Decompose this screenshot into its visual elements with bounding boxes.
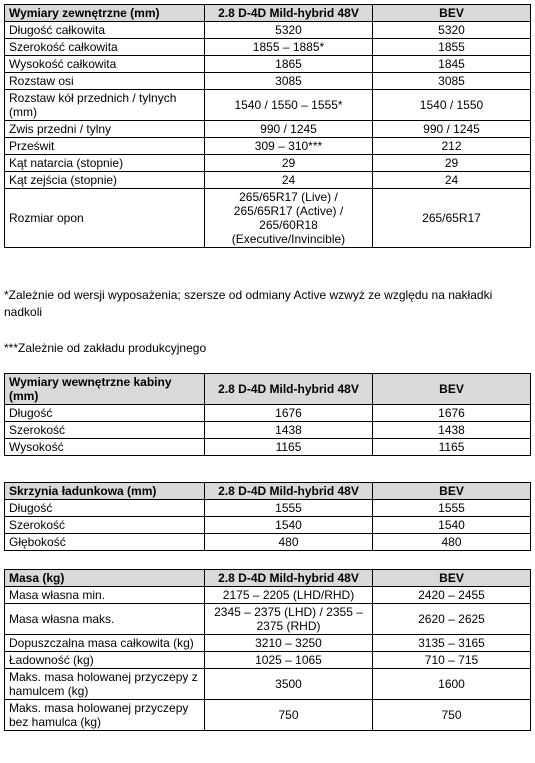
- row-value-hybrid: 1025 – 1065: [205, 652, 373, 669]
- row-value-hybrid: 5320: [205, 22, 373, 39]
- row-value-hybrid: 1865: [205, 56, 373, 73]
- row-value-hybrid: 309 – 310***: [205, 138, 373, 155]
- row-value-bev: 1855: [373, 39, 531, 56]
- row-value-bev: 2420 – 2455: [373, 587, 531, 604]
- row-value-hybrid: 2345 – 2375 (LHD) / 2355 – 2375 (RHD): [205, 604, 373, 635]
- table-row: [5, 73, 531, 90]
- row-label: Dopuszczalna masa całkowita (kg): [5, 635, 205, 652]
- table-row: [5, 422, 531, 439]
- cargo-bed-table: [4, 482, 531, 551]
- row-value-bev: 1165: [373, 439, 531, 456]
- table-row: [5, 138, 531, 155]
- row-value-hybrid: 2175 – 2205 (LHD/RHD): [205, 587, 373, 604]
- row-value-bev: 1555: [373, 500, 531, 517]
- table-header-cell: BEV: [373, 483, 531, 500]
- row-label: Wysokość całkowita: [5, 56, 205, 73]
- row-label: Szerokość całkowita: [5, 39, 205, 56]
- table-row: [5, 669, 531, 700]
- row-label: Masa własna min.: [5, 587, 205, 604]
- table-header-row: [5, 570, 531, 587]
- table-header-cell: 2.8 D-4D Mild-hybrid 48V: [205, 483, 373, 500]
- row-value-bev: 480: [373, 534, 531, 551]
- mass-table: [4, 569, 531, 731]
- row-label: Wysokość: [5, 439, 205, 456]
- row-label: Rozstaw kół przednich / tylnych (mm): [5, 90, 205, 121]
- row-value-hybrid: 1540 / 1550 – 1555*: [205, 90, 373, 121]
- row-value-bev: 3135 – 3165: [373, 635, 531, 652]
- table-header-cell: Skrzynia ładunkowa (mm): [5, 483, 205, 500]
- row-value-hybrid: 1555: [205, 500, 373, 517]
- row-label: Zwis przedni / tylny: [5, 121, 205, 138]
- table-header-cell: Masa (kg): [5, 570, 205, 587]
- row-label: Prześwit: [5, 138, 205, 155]
- row-label: Kąt natarcia (stopnie): [5, 155, 205, 172]
- row-value-bev: 1540: [373, 517, 531, 534]
- table-row: [5, 517, 531, 534]
- table-header-row: [5, 483, 531, 500]
- exterior-dimensions-table: [4, 4, 531, 248]
- table-row: [5, 635, 531, 652]
- row-value-hybrid: 990 / 1245: [205, 121, 373, 138]
- table-row: [5, 155, 531, 172]
- table-header-cell: 2.8 D-4D Mild-hybrid 48V: [205, 570, 373, 587]
- row-value-bev: 1438: [373, 422, 531, 439]
- row-value-bev: 990 / 1245: [373, 121, 531, 138]
- row-value-hybrid: 3500: [205, 669, 373, 700]
- row-value-bev: 750: [373, 700, 531, 731]
- row-value-bev: 212: [373, 138, 531, 155]
- row-label: Szerokość: [5, 422, 205, 439]
- row-label: Szerokość: [5, 517, 205, 534]
- row-label: Masa własna maks.: [5, 604, 205, 635]
- table-header-cell: Wymiary zewnętrzne (mm): [5, 5, 205, 22]
- row-value-hybrid: 750: [205, 700, 373, 731]
- table-header-cell: Wymiary wewnętrzne kabiny (mm): [5, 374, 205, 405]
- row-value-bev: 5320: [373, 22, 531, 39]
- table-row: [5, 172, 531, 189]
- table-row: [5, 121, 531, 138]
- row-value-hybrid: 1855 – 1885*: [205, 39, 373, 56]
- row-value-hybrid: 1438: [205, 422, 373, 439]
- table-header-cell: BEV: [373, 5, 531, 22]
- table-header-cell: BEV: [373, 374, 531, 405]
- row-value-hybrid: 29: [205, 155, 373, 172]
- row-value-hybrid: 1676: [205, 405, 373, 422]
- row-label: Długość: [5, 500, 205, 517]
- table-row: [5, 22, 531, 39]
- interior-dimensions-table: [4, 373, 531, 456]
- table-row: [5, 652, 531, 669]
- footnote-width: *Zależnie od wersji wyposażenia; szersze od odmiany Active wzwyż ze względu na nakładki nadkoli: [4, 288, 493, 319]
- table-row: [5, 39, 531, 56]
- table-row: [5, 604, 531, 635]
- table-header-row: [5, 5, 531, 22]
- footnote-production-plant: ***Zależnie od zakładu produkcyjnego: [4, 341, 207, 355]
- row-value-bev: 265/65R17: [373, 189, 531, 248]
- table-header-cell: 2.8 D-4D Mild-hybrid 48V: [205, 5, 373, 22]
- row-value-bev: 2620 – 2625: [373, 604, 531, 635]
- row-value-hybrid: 24: [205, 172, 373, 189]
- table-header-cell: BEV: [373, 570, 531, 587]
- row-value-bev: 3085: [373, 73, 531, 90]
- row-value-hybrid: 1165: [205, 439, 373, 456]
- row-value-bev: 1845: [373, 56, 531, 73]
- table-row: [5, 90, 531, 121]
- table-row: [5, 405, 531, 422]
- row-value-hybrid: 1540: [205, 517, 373, 534]
- table-row: [5, 439, 531, 456]
- row-label: Rozstaw osi: [5, 73, 205, 90]
- table-row: [5, 189, 531, 248]
- row-value-hybrid: 3085: [205, 73, 373, 90]
- table-header-cell: 2.8 D-4D Mild-hybrid 48V: [205, 374, 373, 405]
- row-label: Kąt zejścia (stopnie): [5, 172, 205, 189]
- row-value-bev: 1676: [373, 405, 531, 422]
- row-label: Maks. masa holowanej przyczepy z hamulcem (kg): [5, 669, 205, 700]
- row-label: Ładowność (kg): [5, 652, 205, 669]
- row-value-bev: 710 – 715: [373, 652, 531, 669]
- row-value-bev: 1540 / 1550: [373, 90, 531, 121]
- row-label: Głębokość: [5, 534, 205, 551]
- table-row: [5, 587, 531, 604]
- row-value-hybrid: 3210 – 3250: [205, 635, 373, 652]
- row-label: Długość całkowita: [5, 22, 205, 39]
- row-value-hybrid: 265/65R17 (Live) / 265/65R17 (Active) / 265/60R18 (Executive/Invincible): [205, 189, 373, 248]
- row-label: Długość: [5, 405, 205, 422]
- row-label: Rozmiar opon: [5, 189, 205, 248]
- row-value-hybrid: 480: [205, 534, 373, 551]
- table-header-row: [5, 374, 531, 405]
- row-label: Maks. masa holowanej przyczepy bez hamulca (kg): [5, 700, 205, 731]
- row-value-bev: 29: [373, 155, 531, 172]
- table-row: [5, 500, 531, 517]
- row-value-bev: 24: [373, 172, 531, 189]
- row-value-bev: 1600: [373, 669, 531, 700]
- table-row: [5, 700, 531, 731]
- table-row: [5, 534, 531, 551]
- table-row: [5, 56, 531, 73]
